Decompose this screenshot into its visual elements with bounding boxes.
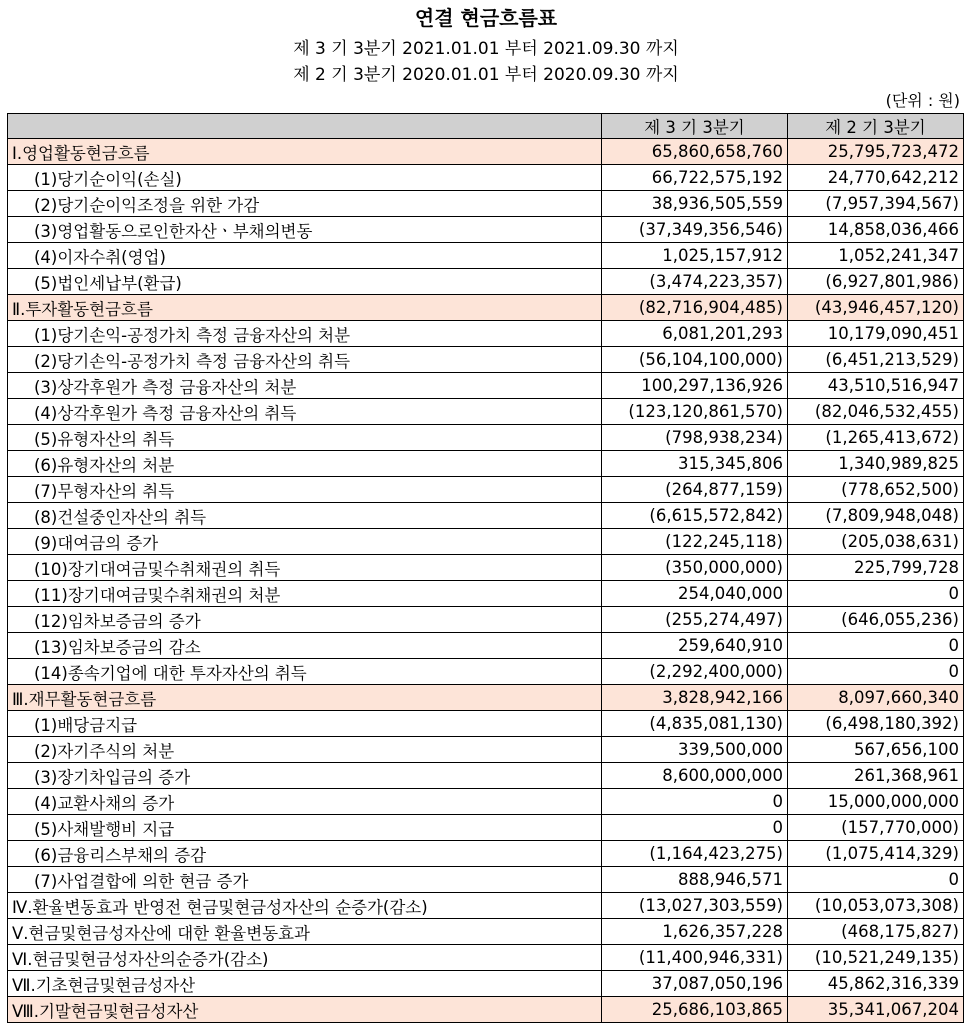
table-row [8,685,964,711]
row-label: (5)법인세납부(환급) [8,269,602,295]
row-label: Ⅳ.환율변동효과 반영전 현금및현금성자산의 순증가(감소) [8,893,602,919]
prior-period-value: 567,656,100 [788,737,964,763]
prior-period-value: 35,341,067,204 [788,997,964,1023]
period-current: 제 3 기 3분기 2021.01.01 부터 2021.09.30 까지 [293,39,679,59]
row-label: (2)당기순이익조정을 위한 가감 [8,191,602,217]
table-row [8,659,964,685]
row-label: Ⅷ.기말현금및현금성자산 [8,997,602,1023]
table-row [8,581,964,607]
table-row [8,321,964,347]
row-label: (12)임차보증금의 증가 [8,607,602,633]
cash-flow-table [7,113,964,1023]
period-prior: 제 2 기 3분기 2020.01.01 부터 2020.09.30 까지 [293,65,679,85]
current-period-value: 65,860,658,760 [602,139,788,165]
prior-period-value: 1,340,989,825 [788,451,964,477]
prior-period-value: 0 [788,867,964,893]
row-label: (6)유형자산의 처분 [8,451,602,477]
table-row [8,451,964,477]
current-period-value: (350,000,000) [602,555,788,581]
row-label: (3)상각후원가 측정 금융자산의 처분 [8,373,602,399]
prior-period-value: (82,046,532,455) [788,399,964,425]
column-header-label [8,114,602,139]
row-label: (4)이자수취(영업) [8,243,602,269]
prior-period-value: 45,862,316,339 [788,971,964,997]
current-period-value: 8,600,000,000 [602,763,788,789]
prior-period-value: (6,927,801,986) [788,269,964,295]
table-row [8,893,964,919]
row-label: (3)장기차입금의 증가 [8,763,602,789]
table-row [8,945,964,971]
row-label: Ⅱ.투자활동현금흐름 [8,295,602,321]
row-label: Ⅲ.재무활동현금흐름 [8,685,602,711]
table-row [8,711,964,737]
table-row [8,347,964,373]
prior-period-value: (205,038,631) [788,529,964,555]
current-period-value: (56,104,100,000) [602,347,788,373]
current-period-value: (2,292,400,000) [602,659,788,685]
current-period-value: 1,626,357,228 [602,919,788,945]
current-period-value: 0 [602,815,788,841]
table-row [8,477,964,503]
table-row [8,217,964,243]
prior-period-value: 0 [788,633,964,659]
row-label: (11)장기대여금및수취채권의 처분 [8,581,602,607]
table-row [8,737,964,763]
table-row [8,529,964,555]
row-label: Ⅰ.영업활동현금흐름 [8,139,602,165]
current-period-value: (255,274,497) [602,607,788,633]
table-row [8,763,964,789]
prior-period-value: (468,175,827) [788,919,964,945]
row-label: (5)사채발행비 지급 [8,815,602,841]
current-period-value: (6,615,572,842) [602,503,788,529]
current-period-value: (13,027,303,559) [602,893,788,919]
prior-period-value: 43,510,516,947 [788,373,964,399]
prior-period-value: (43,946,457,120) [788,295,964,321]
prior-period-value: 225,799,728 [788,555,964,581]
prior-period-value: (10,053,073,308) [788,893,964,919]
table-row [8,269,964,295]
row-label: (4)교환사채의 증가 [8,789,602,815]
statement-title: 연결 현금흐름표 [414,6,558,30]
row-label: (14)종속기업에 대한 투자자산의 취득 [8,659,602,685]
current-period-value: (82,716,904,485) [602,295,788,321]
prior-period-value: (646,055,236) [788,607,964,633]
prior-period-value: (1,075,414,329) [788,841,964,867]
current-period-value: (123,120,861,570) [602,399,788,425]
row-label: (2)당기손익-공정가치 측정 금융자산의 취득 [8,347,602,373]
row-label: (4)상각후원가 측정 금융자산의 취득 [8,399,602,425]
prior-period-value: (778,652,500) [788,477,964,503]
prior-period-value: 25,795,723,472 [788,139,964,165]
prior-period-value: 8,097,660,340 [788,685,964,711]
prior-period-value: (1,265,413,672) [788,425,964,451]
current-period-value: 3,828,942,166 [602,685,788,711]
table-row [8,997,964,1023]
row-label: (10)장기대여금및수취채권의 취득 [8,555,602,581]
current-period-value: 339,500,000 [602,737,788,763]
table-row [8,399,964,425]
current-period-value: 6,081,201,293 [602,321,788,347]
column-header-current: 제 3 기 3분기 [602,114,788,139]
prior-period-value: (7,809,948,048) [788,503,964,529]
prior-period-value: 0 [788,581,964,607]
table-row [8,633,964,659]
current-period-value: 888,946,571 [602,867,788,893]
unit-label: (단위 : 원) [885,91,960,110]
table-row [8,919,964,945]
prior-period-value: 0 [788,659,964,685]
row-label: Ⅴ.현금및현금성자산에 대한 환율변동효과 [8,919,602,945]
row-label: (1)당기손익-공정가치 측정 금융자산의 처분 [8,321,602,347]
row-label: (9)대여금의 증가 [8,529,602,555]
column-header-prior: 제 2 기 3분기 [788,114,964,139]
table-row [8,607,964,633]
prior-period-value: 24,770,642,212 [788,165,964,191]
table-row [8,139,964,165]
row-label: (3)영업활동으로인한자산ㆍ부채의변동 [8,217,602,243]
table-header-row [8,114,964,139]
prior-period-value: 15,000,000,000 [788,789,964,815]
table-row [8,815,964,841]
current-period-value: (37,349,356,546) [602,217,788,243]
row-label: (13)임차보증금의 감소 [8,633,602,659]
row-label: (8)건설중인자산의 취득 [8,503,602,529]
row-label: (1)배당금지급 [8,711,602,737]
current-period-value: 37,087,050,196 [602,971,788,997]
row-label: (6)금융리스부채의 증감 [8,841,602,867]
current-period-value: 254,040,000 [602,581,788,607]
row-label: (7)무형자산의 취득 [8,477,602,503]
table-row [8,165,964,191]
current-period-value: (122,245,118) [602,529,788,555]
current-period-value: 66,722,575,192 [602,165,788,191]
table-row [8,425,964,451]
row-label: (2)자기주식의 처분 [8,737,602,763]
prior-period-value: (6,498,180,392) [788,711,964,737]
row-label: Ⅶ.기초현금및현금성자산 [8,971,602,997]
current-period-value: (1,164,423,275) [602,841,788,867]
current-period-value: (11,400,946,331) [602,945,788,971]
current-period-value: 100,297,136,926 [602,373,788,399]
current-period-value: 1,025,157,912 [602,243,788,269]
table-row [8,243,964,269]
current-period-value: 0 [602,789,788,815]
table-row [8,789,964,815]
current-period-value: 25,686,103,865 [602,997,788,1023]
current-period-value: (4,835,081,130) [602,711,788,737]
row-label: (1)당기순이익(손실) [8,165,602,191]
prior-period-value: 14,858,036,466 [788,217,964,243]
table-row [8,373,964,399]
prior-period-value: (7,957,394,567) [788,191,964,217]
row-label: Ⅵ.현금및현금성자산의순증가(감소) [8,945,602,971]
prior-period-value: 10,179,090,451 [788,321,964,347]
table-row [8,555,964,581]
row-label: (5)유형자산의 취득 [8,425,602,451]
current-period-value: (798,938,234) [602,425,788,451]
table-row [8,841,964,867]
current-period-value: 259,640,910 [602,633,788,659]
table-row [8,295,964,321]
table-row [8,191,964,217]
prior-period-value: (10,521,249,135) [788,945,964,971]
prior-period-value: 1,052,241,347 [788,243,964,269]
prior-period-value: (157,770,000) [788,815,964,841]
table-row [8,867,964,893]
table-row [8,971,964,997]
table-row [8,503,964,529]
prior-period-value: (6,451,213,529) [788,347,964,373]
current-period-value: 315,345,806 [602,451,788,477]
current-period-value: (3,474,223,357) [602,269,788,295]
current-period-value: 38,936,505,559 [602,191,788,217]
row-label: (7)사업결합에 의한 현금 증가 [8,867,602,893]
current-period-value: (264,877,159) [602,477,788,503]
prior-period-value: 261,368,961 [788,763,964,789]
